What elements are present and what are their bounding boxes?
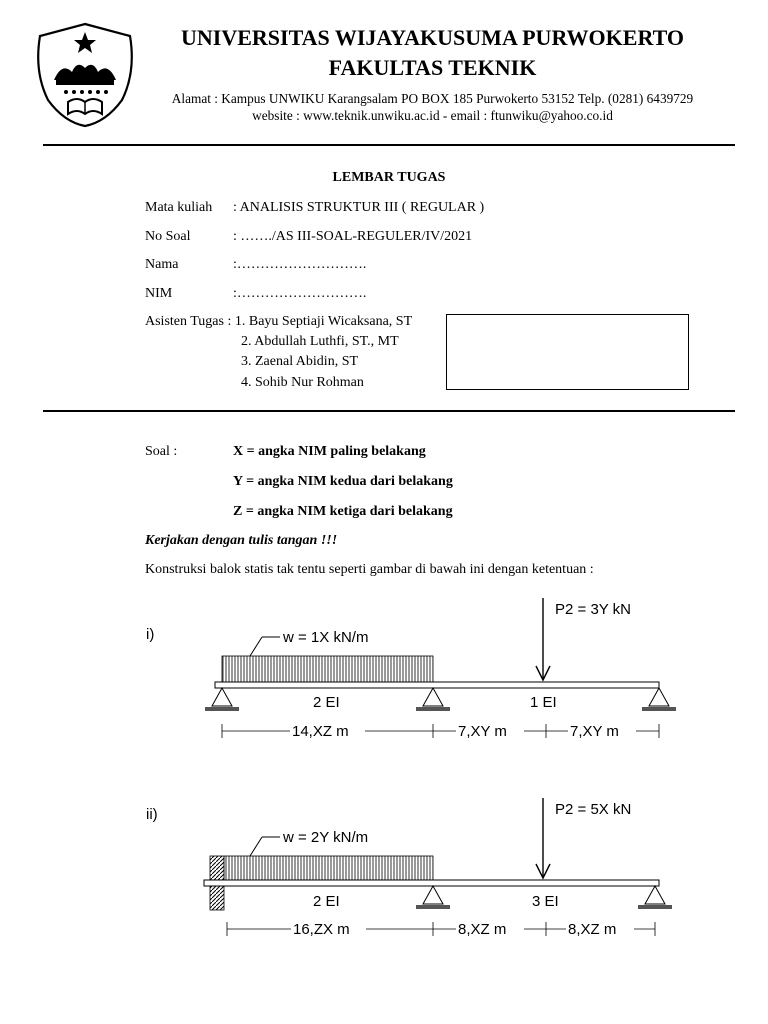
no-soal-label: No Soal [145,229,191,244]
load-leader-line [250,637,262,656]
university-logo [32,22,138,128]
distributed-load-label: w = 2Y kN/m [283,829,369,846]
nim-value: :………………………. [233,286,367,301]
span-length-label: 16,ZX m [293,921,350,938]
beam [204,880,659,886]
pin-support-icon [205,688,239,711]
soal-label: Soal : [145,444,178,459]
signature-box [446,314,689,390]
distributed-load-label: w = 1X kN/m [283,629,369,646]
span-length-label: 14,XZ m [292,723,349,740]
roller-support-icon [416,688,450,711]
website-line: website : www.teknik.unwiku.ac.id - email : ftunwiku@yahoo.co.id [252,108,613,123]
roller-support-icon [642,688,676,711]
address-line: Alamat : Kampus UNWIKU Karangsalam PO BOX 185 Purwokerto 53152 Telp. (0281) 6439729 [171,91,694,106]
header-divider [43,144,735,146]
point-load-label: P2 = 5X kN [555,801,632,818]
mata-kuliah-value: : ANALISIS STRUKTUR III ( REGULAR ) [233,200,485,215]
mata-kuliah-label: Mata kuliah [145,200,213,215]
beam-diagram-2 [0,790,768,950]
asisten-item: 3. Zaenal Abidin, ST [241,354,359,369]
span-length-label: 8,XZ m [458,921,507,938]
y-definition: Y = angka NIM kedua dari belakang [233,474,453,489]
ei-left-label: 2 EI [313,893,340,910]
faculty-name: FAKULTAS TEKNIK [328,55,537,80]
no-soal-value: : ……./AS III-SOAL-REGULER/IV/2021 [233,229,473,244]
ei-right-label: 1 EI [530,694,557,711]
distributed-load [222,656,433,682]
handwriting-note: Kerjakan dengan tulis tangan !!! [145,533,338,548]
asisten-item: 2. Abdullah Luthfi, ST., MT [241,334,399,349]
roller-support-icon [638,886,672,909]
distributed-load [224,856,433,880]
asisten-item: 4. Sohib Nur Rohman [241,375,364,390]
roller-support-icon [416,886,450,909]
span-length-label: 7,XY m [458,723,507,740]
span-length-label: 7,XY m [570,723,619,740]
ei-left-label: 2 EI [313,694,340,711]
beam-diagram-1 [0,590,768,750]
span-length-label: 8,XZ m [568,921,617,938]
nim-label: NIM [145,286,173,301]
beam [215,682,659,688]
point-load-label: P2 = 3Y kN [555,601,632,618]
asisten-label: Asisten Tugas : 1. Bayu Septiaji Wicaksana, ST [145,314,413,329]
problem-label: i) [146,626,155,643]
nama-value: :………………………. [233,257,367,272]
university-name: UNIVERSITAS WIJAYAKUSUMA PURWOKERTO [181,25,684,50]
problem-intro: Konstruksi balok statis tak tentu seperti gambar di bawah ini dengan ketentuan : [145,562,594,577]
z-definition: Z = angka NIM ketiga dari belakang [233,504,453,519]
info-divider [43,410,735,412]
load-leader-line [250,837,262,856]
ei-right-label: 3 EI [532,893,559,910]
x-definition: X = angka NIM paling belakang [233,444,426,459]
nama-label: Nama [145,257,179,272]
problem-label: ii) [146,806,158,823]
document-title: LEMBAR TUGAS [332,170,446,185]
